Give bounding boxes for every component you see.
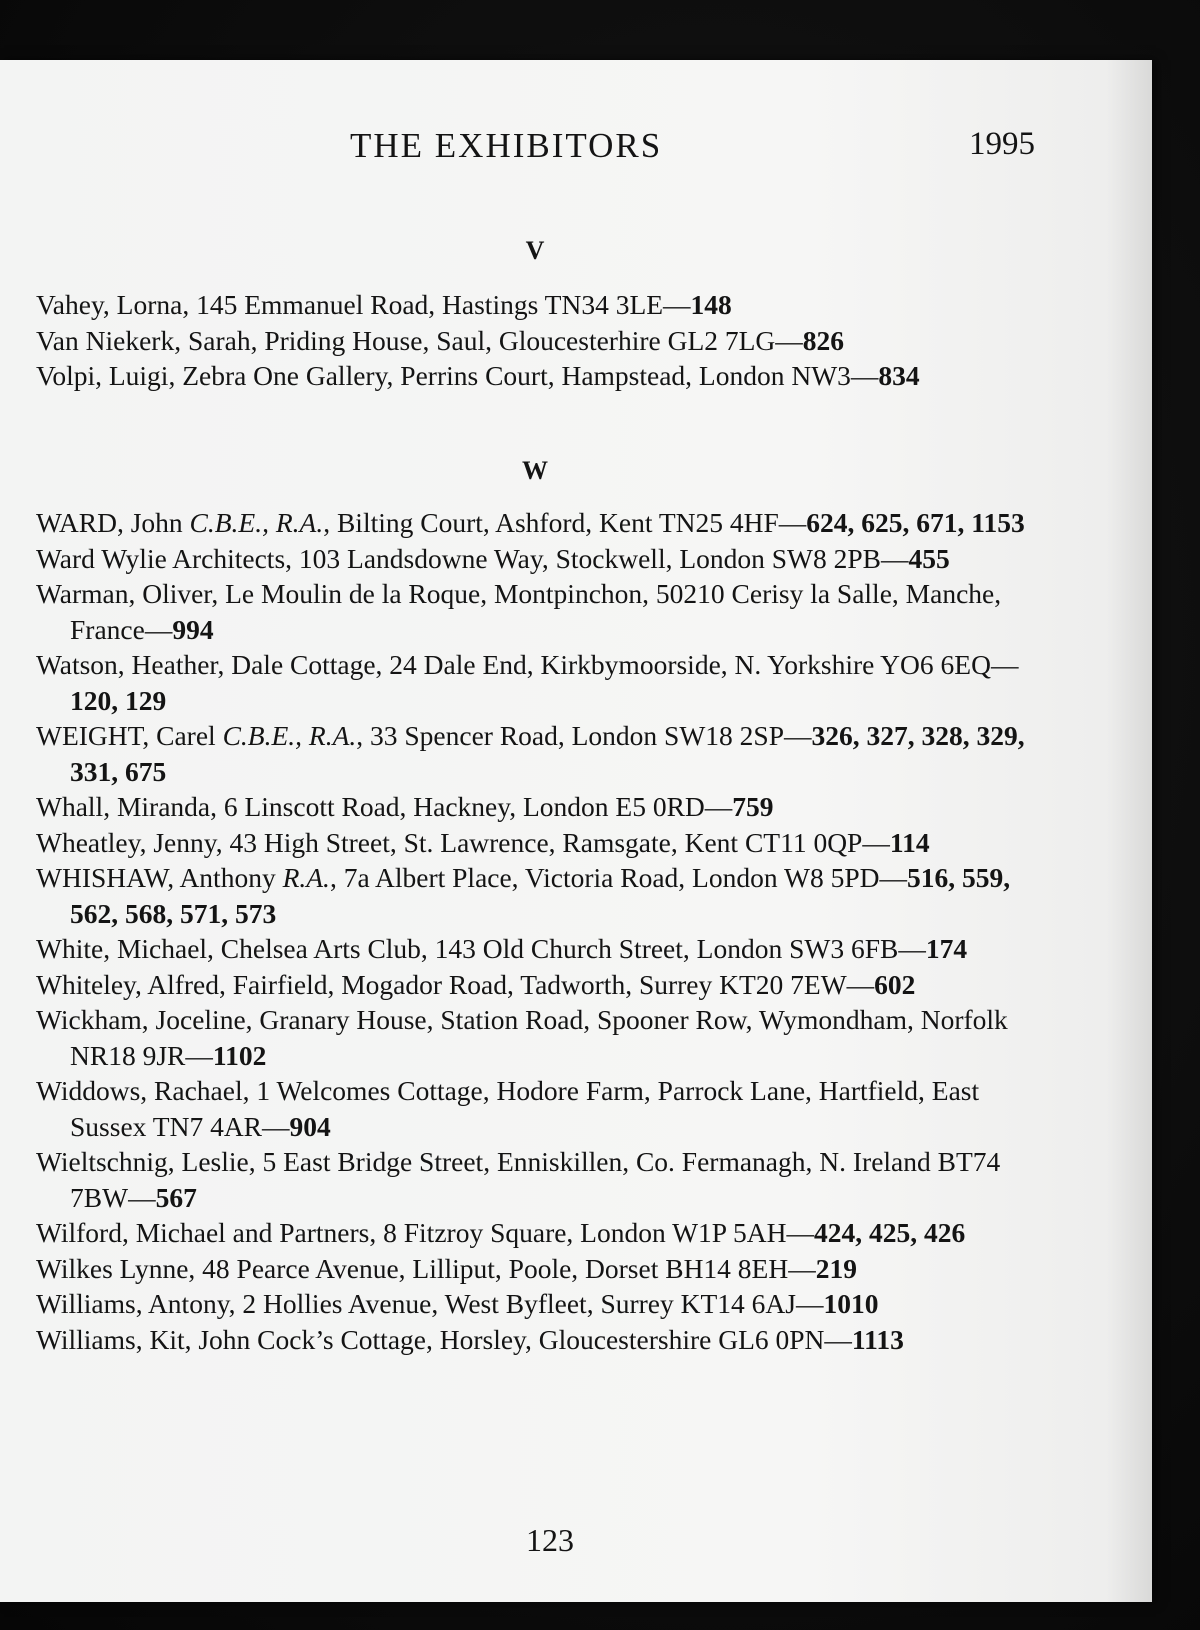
exhibitor-address: John Cock’s Cottage, Horsley, Gloucestershire GL6 0PN xyxy=(198,1323,825,1355)
catalogue-numbers: 219 xyxy=(815,1252,857,1284)
catalogue-numbers: 826 xyxy=(802,324,845,356)
running-year: 1995 xyxy=(969,126,1035,162)
catalogue-numbers: 174 xyxy=(925,933,968,964)
exhibitor-entry: Ward Wylie Architects, 103 Landsdowne Way, Stockwell, London SW8 2PB—455 xyxy=(36,542,950,574)
catalogue-numbers: 1113 xyxy=(851,1323,904,1355)
exhibitor-entry: Vahey, Lorna, 145 Emmanuel Road, Hastings TN34 3LE—148 xyxy=(36,289,732,320)
exhibitor-entry: Watson, Heather, Dale Cottage, 24 Dale End, Kirkbymoorside, N. Yorkshire YO6 6EQ—120, 129 xyxy=(36,649,1019,716)
exhibitor-entry: Whall, Miranda, 6 Linscott Road, Hackney, London E5 0RD—759 xyxy=(36,791,774,822)
exhibitor-address: 48 Pearce Avenue, Lilliput, Poole, Dorset BH14 8EH xyxy=(202,1252,789,1284)
exhibitor-name: Wilkes Lynne xyxy=(36,1252,189,1284)
exhibitor-address: 1 Welcomes Cottage, Hodore Farm, Parrock Lane, Hartfield, East Sussex TN7 4AR xyxy=(70,1075,980,1142)
catalogue-numbers: 602 xyxy=(874,968,916,1000)
exhibitor-name: WHISHAW, Anthony xyxy=(36,862,276,893)
exhibitor-honours: C.B.E., R.A. xyxy=(222,720,357,751)
exhibitor-entry: WEIGHT, Carel C.B.E., R.A., 33 Spencer Road, London SW18 2SP—326, 327, 328, 329, 331, 675 xyxy=(36,720,1025,787)
exhibitor-name: Widdows, Rachael xyxy=(36,1075,243,1106)
exhibitor-entry: Whiteley, Alfred, Fairfield, Mogador Road, Tadworth, Surrey KT20 7EW—602 xyxy=(36,968,916,1000)
exhibitor-entry: WARD, John C.B.E., R.A., Bilting Court, Ashford, Kent TN25 4HF—624, 625, 671, 1153 xyxy=(36,507,1025,538)
running-head xyxy=(0,126,1035,166)
exhibitor-name: Volpi, Luigi xyxy=(36,360,169,391)
exhibitor-name: Williams, Antony xyxy=(36,1288,229,1319)
exhibitor-entry: Van Niekerk, Sarah, Priding House, Saul, Gloucesterhire GL2 7LG—826 xyxy=(36,324,845,356)
exhibitor-entry: Wickham, Joceline, Granary House, Station Road, Spooner Row, Wymondham, Norfolk NR18 9JR—1102 xyxy=(36,1004,1008,1071)
exhibitor-address: Priding House, Saul, Gloucesterhire GL2 7LG xyxy=(264,324,776,356)
exhibitor-name: Williams, Kit xyxy=(36,1323,185,1355)
exhibitor-address: Zebra One Gallery, Perrins Court, Hampstead, London NW3 xyxy=(182,360,851,391)
exhibitor-address: Granary House, Station Road, Spooner Row, Wymondham, Norfolk NR18 9JR xyxy=(70,1004,1008,1071)
exhibitor-entry: WHISHAW, Anthony R.A., 7a Albert Place, Victoria Road, London W8 5PD—516, 559, 562, 568, 571, 573 xyxy=(36,862,1011,929)
exhibitor-name: Van Niekerk, Sarah xyxy=(36,324,251,356)
book-page xyxy=(0,60,1152,1602)
exhibitor-name: Vahey, Lorna xyxy=(36,289,183,320)
exhibitor-entry: White, Michael, Chelsea Arts Club, 143 Old Church Street, London SW3 6FB—174 xyxy=(36,933,968,964)
catalogue-numbers: 759 xyxy=(732,791,774,822)
exhibitor-entry: Warman, Oliver, Le Moulin de la Roque, Montpinchon, 50210 Cerisy la Salle, Manche, France—994 xyxy=(36,578,1002,645)
section-letter-w: W xyxy=(522,456,548,485)
exhibitor-address: Le Moulin de la Roque, Montpinchon, 50210 Cerisy la Salle, Manche, France xyxy=(70,578,1002,645)
exhibitor-address: 8 Fitzroy Square, London W1P 5AH xyxy=(383,1217,787,1248)
exhibitor-name: Whiteley, Alfred xyxy=(36,968,220,1000)
exhibitor-entry: Williams, Antony, 2 Hollies Avenue, West Byfleet, Surrey KT14 6AJ—1010 xyxy=(36,1288,879,1319)
exhibitor-name: Wilford, Michael and Partners xyxy=(36,1217,370,1248)
exhibitor-address: 5 East Bridge Street, Enniskillen, Co. Fermanagh, N. Ireland BT74 7BW xyxy=(70,1146,1001,1213)
catalogue-numbers: 148 xyxy=(690,289,732,320)
exhibitor-name: Wickham, Joceline xyxy=(36,1004,246,1035)
exhibitor-address: Chelsea Arts Club, 143 Old Church Street, London SW3 6FB xyxy=(220,933,899,964)
exhibitor-address: Dale Cottage, 24 Dale End, Kirkbymoorside, N. Yorkshire YO6 6EQ xyxy=(231,649,991,680)
exhibitor-name: White, Michael xyxy=(36,933,208,964)
exhibitor-address: 103 Landsdowne Way, Stockwell, London SW8 2PB xyxy=(298,542,882,574)
exhibitor-address: Fairfield, Mogador Road, Tadworth, Surrey KT20 7EW xyxy=(232,968,847,1000)
exhibitor-entry: Wilkes Lynne, 48 Pearce Avenue, Lilliput, Poole, Dorset BH14 8EH—219 xyxy=(36,1252,857,1284)
exhibitor-entry: Williams, Kit, John Cock’s Cottage, Horsley, Gloucestershire GL6 0PN—1113 xyxy=(36,1323,904,1355)
exhibitor-list-w xyxy=(36,505,1048,1357)
exhibitor-honours: C.B.E., R.A. xyxy=(189,507,324,538)
exhibitor-address: 7a Albert Place, Victoria Road, London W8 5PD xyxy=(343,862,880,893)
exhibitor-name: Warman, Oliver xyxy=(36,578,212,609)
exhibitor-address: 6 Linscott Road, Hackney, London E5 0RD xyxy=(223,791,705,822)
catalogue-numbers: 326, 327, 328, 329, 331, 675 xyxy=(70,720,1025,787)
exhibitor-entry: Widdows, Rachael, 1 Welcomes Cottage, Hodore Farm, Parrock Lane, Hartfield, East Sussex TN7 4AR—904 xyxy=(36,1075,980,1142)
exhibitor-name: Wieltschnig, Leslie xyxy=(36,1146,249,1177)
exhibitor-name: WARD, John xyxy=(36,507,183,538)
catalogue-numbers: 567 xyxy=(155,1181,197,1213)
exhibitor-address: 2 Hollies Avenue, West Byfleet, Surrey KT14 6AJ xyxy=(242,1288,796,1319)
catalogue-numbers: 1010 xyxy=(823,1288,879,1319)
exhibitor-name: Wheatley, Jenny xyxy=(36,826,216,858)
exhibitor-list-v xyxy=(36,287,1048,394)
running-title: THE EXHIBITORS xyxy=(350,126,663,165)
catalogue-numbers: 424, 425, 426 xyxy=(813,1217,966,1248)
exhibitor-honours: R.A. xyxy=(282,862,330,893)
catalogue-numbers: 516, 559, 562, 568, 571, 573 xyxy=(70,862,1011,929)
catalogue-numbers: 834 xyxy=(878,360,920,391)
exhibitor-entry: Wieltschnig, Leslie, 5 East Bridge Street, Enniskillen, Co. Fermanagh, N. Ireland BT74 7BW—567 xyxy=(36,1146,1001,1213)
catalogue-numbers: 455 xyxy=(908,542,950,574)
exhibitor-name: WEIGHT, Carel xyxy=(36,720,216,751)
catalogue-numbers: 120, 129 xyxy=(70,684,167,716)
exhibitor-address: 43 High Street, St. Lawrence, Ramsgate, Kent CT11 0QP xyxy=(229,826,863,858)
exhibitor-name: Ward Wylie Architects xyxy=(36,542,286,574)
catalogue-numbers: 994 xyxy=(172,613,214,645)
exhibitor-entry: Wilford, Michael and Partners, 8 Fitzroy Square, London W1P 5AH—424, 425, 426 xyxy=(36,1217,966,1248)
catalogue-numbers: 1102 xyxy=(212,1039,267,1071)
page-number: 123 xyxy=(526,1522,574,1558)
exhibitor-name: Watson, Heather xyxy=(36,649,218,680)
catalogue-numbers: 114 xyxy=(889,826,930,858)
section-letter-v: V xyxy=(525,236,545,265)
catalogue-numbers: 904 xyxy=(289,1110,331,1142)
catalogue-numbers: 624, 625, 671, 1153 xyxy=(806,507,1025,538)
exhibitor-address: Bilting Court, Ashford, Kent TN25 4HF xyxy=(336,507,779,538)
exhibitor-address: 33 Spencer Road, London SW18 2SP xyxy=(370,720,785,751)
exhibitor-entry: Wheatley, Jenny, 43 High Street, St. Lawrence, Ramsgate, Kent CT11 0QP—114 xyxy=(36,826,930,858)
exhibitor-name: Whall, Miranda xyxy=(36,791,211,822)
exhibitor-entry: Volpi, Luigi, Zebra One Gallery, Perrins Court, Hampstead, London NW3—834 xyxy=(36,360,920,391)
exhibitor-address: 145 Emmanuel Road, Hastings TN34 3LE xyxy=(196,289,664,320)
